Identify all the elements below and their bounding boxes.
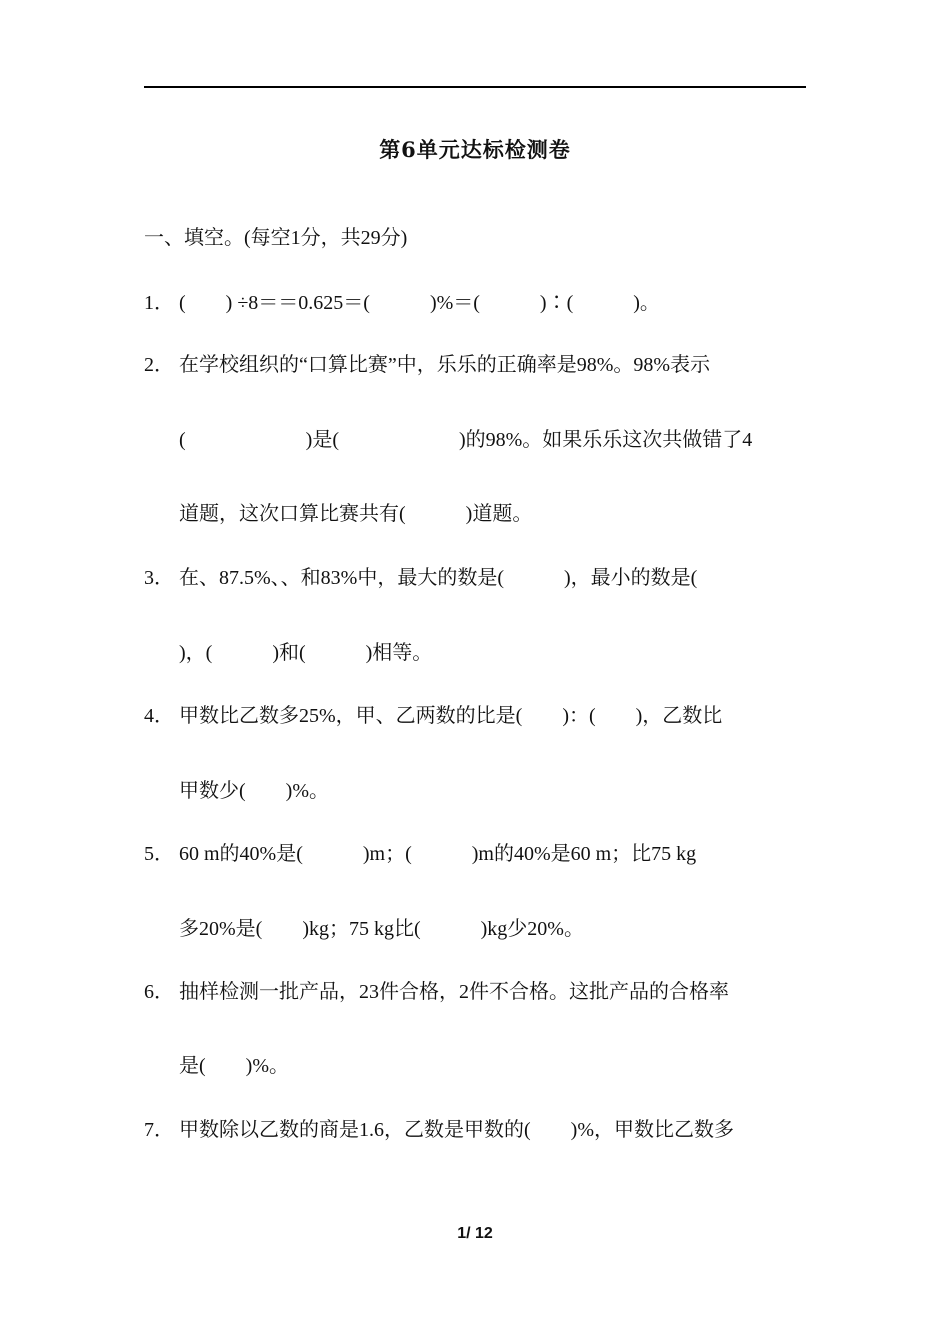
question-5-line-2: 多20%是( )kg；75 kg比( )kg少20%。: [179, 918, 584, 940]
question-3: [144, 563, 806, 593]
question-1: [144, 288, 806, 318]
question-6-line-2: 是( )%。: [179, 1055, 289, 1077]
question-number: 7．: [144, 1119, 174, 1141]
question-text: 在学校组织的“口算比赛”中，乐乐的正确率是98%。98%表示: [179, 354, 711, 376]
question-number: 3．: [144, 567, 174, 589]
question-2-line-3: 道题，这次口算比赛共有( )道题。: [179, 503, 533, 525]
question-number: 6．: [144, 981, 174, 1003]
question-text: ( ) ÷8＝＝0.625＝( )%＝( )∶( )。: [179, 292, 660, 314]
header-rule: [144, 86, 806, 88]
question-4-line-2: 甲数少( )%。: [179, 780, 329, 802]
question-4: [144, 701, 806, 731]
question-number: 4．: [144, 705, 174, 727]
section-heading: 一、填空。(每空1分，共29分): [144, 227, 408, 249]
page-number: 1/ 12: [457, 1225, 493, 1242]
question-3-line-2: )，( )和( )相等。: [179, 642, 433, 664]
question-2-line-2: ( )是( )的98%。如果乐乐这次共做错了4: [179, 429, 753, 451]
question-text: 抽样检测一批产品，23件合格，2件不合格。这批产品的合格率: [179, 981, 729, 1003]
page-title: 第6单元达标检测卷: [379, 137, 571, 162]
question-5: [144, 839, 806, 869]
question-number: 1．: [144, 292, 174, 314]
question-2: [144, 350, 806, 380]
question-text: 60 m的40%是( )m；( )m的40%是60 m；比75 kg: [179, 843, 697, 865]
question-number: 2．: [144, 354, 174, 376]
question-text: 在、87.5%、、和83%中，最大的数是( )，最小的数是(: [179, 567, 698, 589]
question-text: 甲数除以乙数的商是1.6，乙数是甲数的( )%，甲数比乙数多: [179, 1119, 734, 1141]
question-text: 甲数比乙数多25%，甲、乙两数的比是( )：( )，乙数比: [179, 705, 723, 727]
question-number: 5．: [144, 843, 174, 865]
question-6: [144, 977, 806, 1007]
question-7: [144, 1115, 806, 1145]
